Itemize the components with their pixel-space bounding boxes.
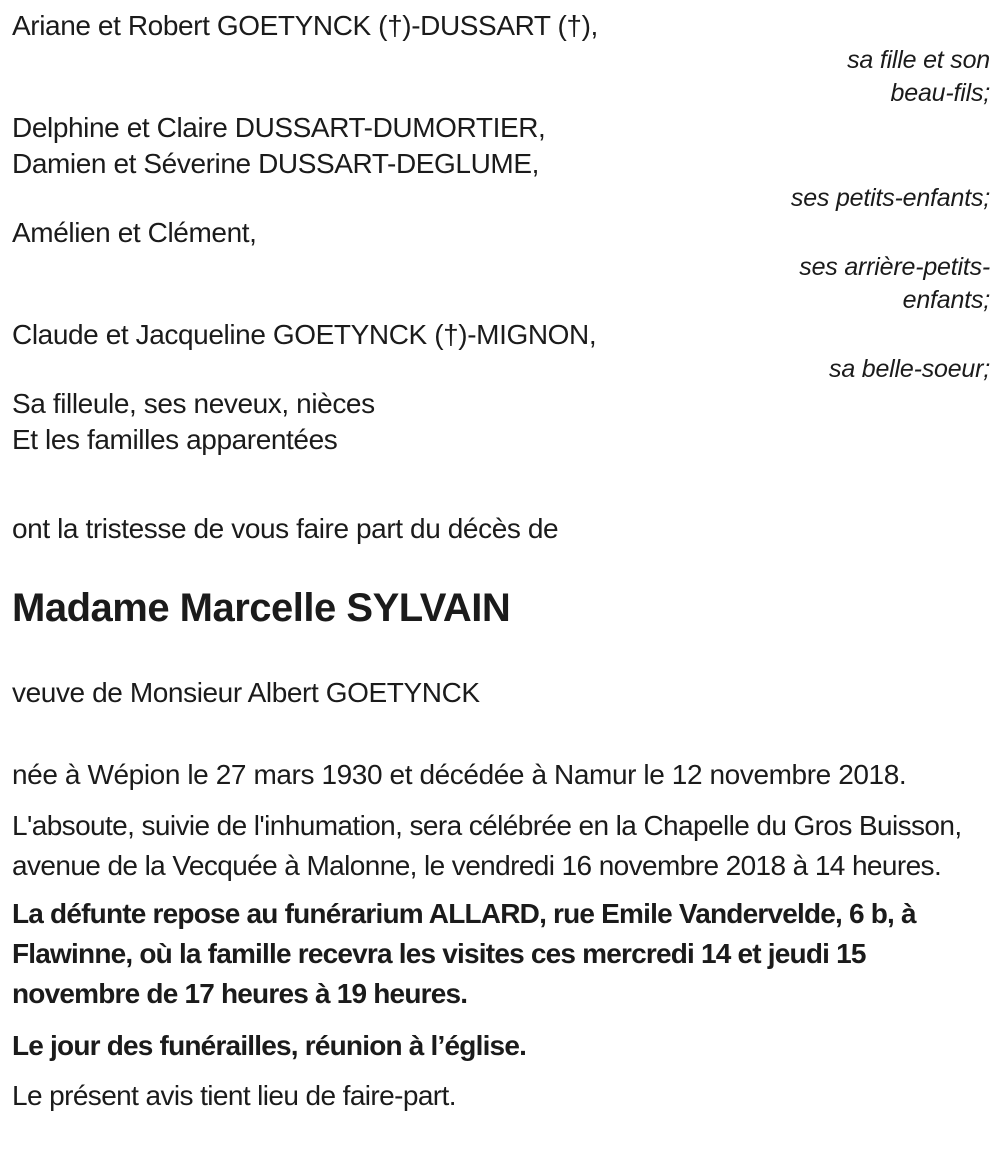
relation-label: sa fille et son	[847, 46, 990, 74]
family-names-line: Ariane et Robert GOETYNCK (†)-DUSSART (†),	[12, 10, 598, 41]
family-names-line: Delphine et Claire DUSSART-DUMORTIER,	[12, 112, 546, 143]
family-names-line: Et les familles apparentées	[12, 424, 338, 455]
closing-line: Le présent avis tient lieu de faire-part.	[12, 1080, 456, 1111]
relation-label: ses petits-enfants;	[790, 184, 990, 212]
widow-line: veuve de Monsieur Albert GOETYNCK	[12, 677, 480, 708]
deceased-name-title: Madame Marcelle SYLVAIN	[12, 586, 511, 630]
relation-label: sa belle-soeur;	[829, 355, 990, 383]
relation-label: beau-fils;	[890, 79, 990, 107]
ceremony-paragraph: L'absoute, suivie de l'inhumation, sera célébrée en la Chapelle du Gros Buisson, avenue de la Vecquée à Malonne, le vendredi 16 novembre 2018 à 14 heures.	[12, 810, 962, 881]
family-names-line: Claude et Jacqueline GOETYNCK (†)-MIGNON,	[12, 319, 597, 350]
visitation-paragraph: La défunte repose au funérarium ALLARD, rue Emile Vandervelde, 6 b, à Flawinne, où la famille recevra les visites ces mercredi 14 et jeudi 15 novembre de 17 heures à 19 heures.	[12, 898, 916, 1009]
intro-line: ont la tristesse de vous faire part du décès de	[12, 513, 559, 544]
birth-death-line: née à Wépion le 27 mars 1930 et décédée à Namur le 12 novembre 2018.	[12, 759, 907, 790]
family-block	[12, 8, 990, 458]
relation-label: ses arrière-petits-	[799, 253, 990, 281]
family-names-line: Damien et Séverine DUSSART-DEGLUME,	[12, 148, 539, 179]
family-names-line: Sa filleule, ses neveux, nièces	[12, 388, 375, 419]
funeral-day-line: Le jour des funérailles, réunion à l’église.	[12, 1030, 527, 1061]
family-names-line: Amélien et Clément,	[12, 217, 257, 248]
relation-label: enfants;	[902, 286, 990, 314]
